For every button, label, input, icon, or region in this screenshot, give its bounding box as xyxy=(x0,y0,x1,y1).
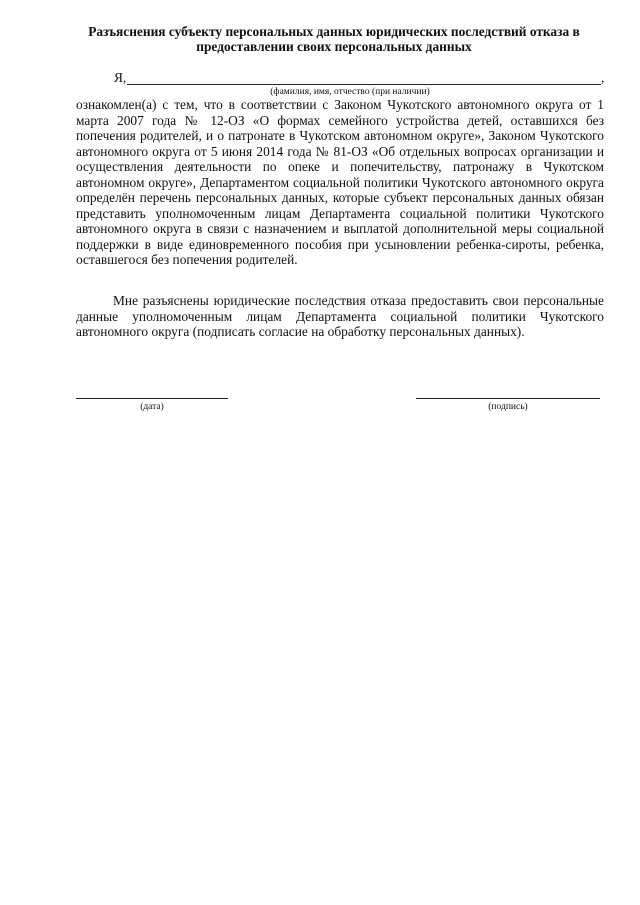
document-title: Разъяснения субъекту персональных данных юридических последствий отказа в предоставлении своих персональных данных xyxy=(88,24,580,54)
date-blank-line[interactable] xyxy=(76,398,228,399)
fio-prefix: Я, xyxy=(114,70,127,85)
fio-blank-line[interactable] xyxy=(127,84,601,85)
paragraph-acknowledgement: ознакомлен(а) с тем, что в соответствии с Законом Чукотского автономного округа от 1 марта 2007 года № 12-ОЗ «О формах семейного устройства детей, оставшихся без попечения родителей, и о патронате в Чукотском автономном округе», Законом Чукотского автономного округа от 5 июня 2014 года № 81-ОЗ «Об отдельных вопросах организации и осуществления деятельности по опеке и попечительству, патронажу в Чукотском автономном округе», Департаментом социальной политики Чукотского автономного округа определён перечень персональных данных, которые субъект персональных данных обязан представить уполномоченным лицам Департамента социальной политики Чукотского автономного округа в связи с назначением и выплатой дополнительной меры социальной поддержки в виде единовременного пособия при усыновлении ребенка-сироты, ребенка, оставшегося без попечения родителей. xyxy=(76,97,604,267)
date-label: (дата) xyxy=(140,402,164,412)
fio-row xyxy=(114,70,608,86)
fio-hint: (фамилия, имя, отчество (при наличии) xyxy=(270,87,430,97)
signature-label: (подпись) xyxy=(488,402,528,412)
paragraph-consequences: Мне разъяснены юридические последствия отказа предоставить свои персональные данные уполномоченным лицам Департамента социальной политики Чукотского автономного округа (подписать согласие на обработку персональных данных). xyxy=(76,293,604,339)
signature-blank-line[interactable] xyxy=(416,398,600,399)
fio-suffix: , xyxy=(601,70,605,85)
